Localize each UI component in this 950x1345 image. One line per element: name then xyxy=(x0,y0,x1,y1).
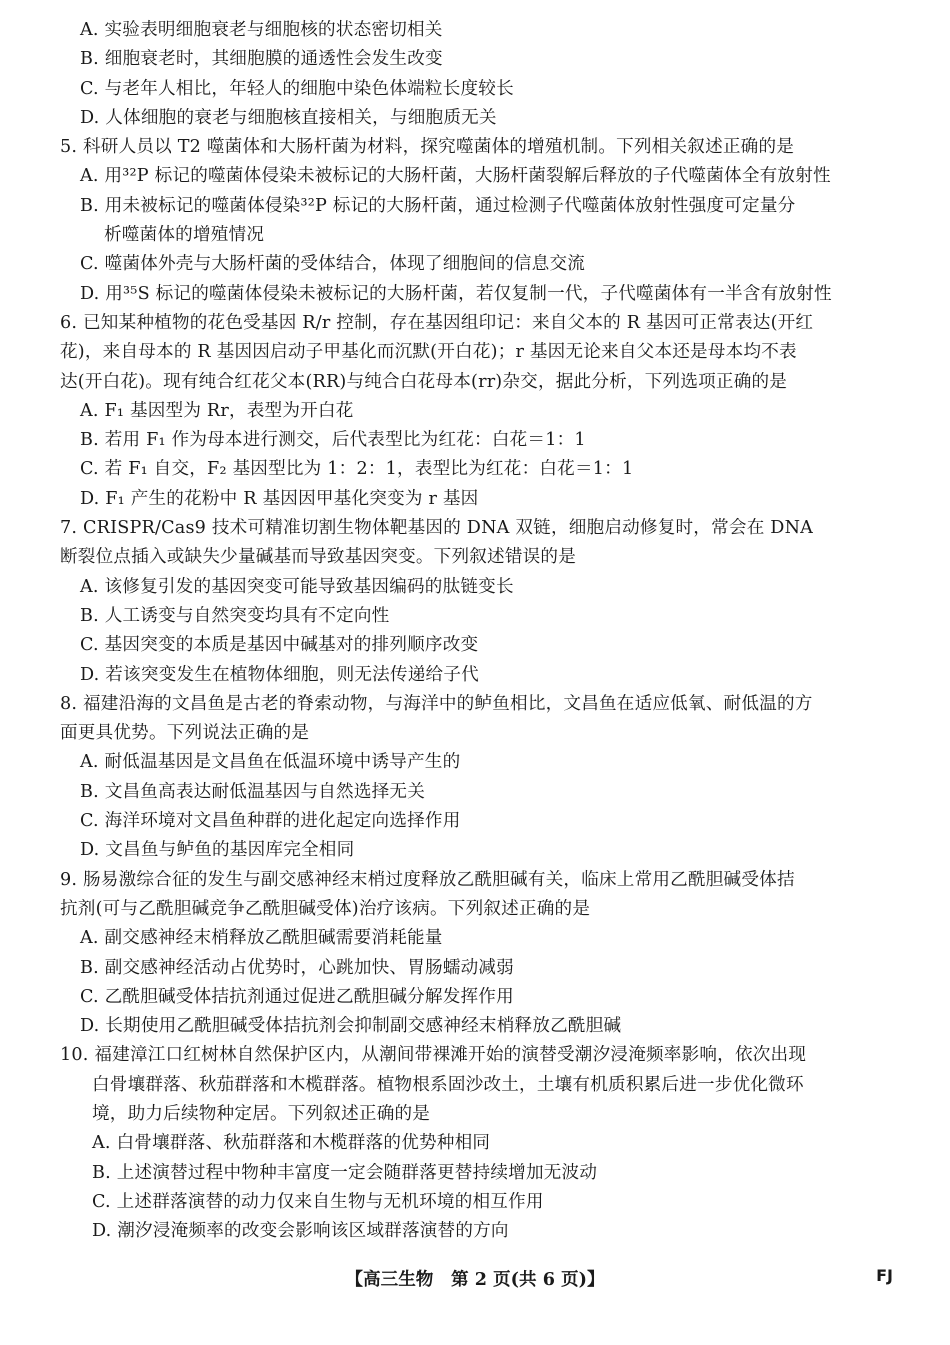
text-line: D. 人体细胞的衰老与细胞核直接相关，与细胞质无关 xyxy=(80,107,497,128)
text-line: 9. 肠易激综合征的发生与副交感神经末梢过度释放乙酰胆碱有关，临床上常用乙酰胆碱受体拮 xyxy=(60,869,795,890)
text-line: D. F₁ 产生的花粉中 R 基因因甲基化突变为 r 基因 xyxy=(80,488,479,509)
text-line: 7. CRISPR/Cas9 技术可精准切割生物体靶基因的 DNA 双链，细胞启动修复时，常会在 DNA xyxy=(60,518,814,539)
page-footer xyxy=(0,1266,950,1294)
text-line: 境，助力后续物种定居。下列叙述正确的是 xyxy=(92,1103,431,1124)
footer-region-code: FJ xyxy=(876,1266,893,1285)
text-line: C. 若 F₁ 自交，F₂ 基因型比为 1：2：1，表型比为红花：白花＝1：1 xyxy=(80,459,634,480)
text-line: 6. 已知某种植物的花色受基因 R/r 控制，存在基因组印记：来自父本的 R 基因可正常表达(开红 xyxy=(60,312,814,333)
text-line: 5. 科研人员以 T2 噬菌体和大肠杆菌为材料，探究噬菌体的增殖机制。下列相关叙述正确的是 xyxy=(60,137,795,158)
text-line: B. 人工诱变与自然突变均具有不定向性 xyxy=(80,605,390,626)
text-line: A. 耐低温基因是文昌鱼在低温环境中诱导产生的 xyxy=(80,752,461,773)
text-line: 花)，来自母本的 R 基因因启动子甲基化而沉默(开白花)；r 基因无论来自父本还是母本均不表 xyxy=(60,342,797,363)
text-line: C. 基因突变的本质是基因中碱基对的排列顺序改变 xyxy=(80,635,479,656)
text-line: 析噬菌体的增殖情况 xyxy=(104,225,265,246)
text-line: A. 副交感神经末梢释放乙酰胆碱需要消耗能量 xyxy=(80,928,443,949)
text-line: 达(开白花)。现有纯合红花父本(RR)与纯合白花母本(rr)杂交，据此分析，下列选项正确的是 xyxy=(60,371,788,392)
text-line: C. 与老年人相比，年轻人的细胞中染色体端粒长度较长 xyxy=(80,78,514,99)
text-line: 面更具优势。下列说法正确的是 xyxy=(60,723,310,744)
text-line: 抗剂(可与乙酰胆碱竞争乙酰胆碱受体)治疗该病。下列叙述正确的是 xyxy=(60,898,591,919)
text-line: B. 上述演替过程中物种丰富度一定会随群落更替持续增加无波动 xyxy=(92,1162,598,1183)
text-line: D. 文昌鱼与鲈鱼的基因库完全相同 xyxy=(80,840,355,861)
text-line: C. 海洋环境对文昌鱼种群的进化起定向选择作用 xyxy=(80,811,461,832)
text-line: A. 该修复引发的基因突变可能导致基因编码的肽链变长 xyxy=(80,576,514,597)
text-line: A. 实验表明细胞衰老与细胞核的状态密切相关 xyxy=(80,20,443,40)
text-line: D. 若该突变发生在植物体细胞，则无法传递给子代 xyxy=(80,664,479,685)
text-line: A. 用³²P 标记的噬菌体侵染未被标记的大肠杆菌，大肠杆菌裂解后释放的子代噬菌体全有放射性 xyxy=(80,166,831,187)
text-line: C. 乙酰胆碱受体拮抗剂通过促进乙酰胆碱分解发挥作用 xyxy=(80,986,514,1007)
text-line: A. 白骨壤群落、秋茄群落和木榄群落的优势种相同 xyxy=(92,1133,491,1154)
text-line: C. 噬菌体外壳与大肠杆菌的受体结合，体现了细胞间的信息交流 xyxy=(80,254,586,275)
text-line: B. 若用 F₁ 作为母本进行测交，后代表型比为红花：白花＝1：1 xyxy=(80,430,586,451)
question-content xyxy=(60,16,900,1246)
text-line: B. 细胞衰老时，其细胞膜的通透性会发生改变 xyxy=(80,49,443,70)
text-line: C. 上述群落演替的动力仅来自生物与无机环境的相互作用 xyxy=(92,1191,544,1212)
text-line: D. 潮汐浸淹频率的改变会影响该区域群落演替的方向 xyxy=(92,1221,509,1242)
footer-page-info: 【高三生物 第 2 页(共 6 页)】 xyxy=(345,1269,605,1290)
text-line: 白骨壤群落、秋茄群落和木榄群落。植物根系固沙改土，土壤有机质积累后进一步优化微环 xyxy=(92,1074,804,1095)
text-line: D. 长期使用乙酰胆碱受体拮抗剂会抑制副交感神经末梢释放乙酰胆碱 xyxy=(80,1016,622,1037)
text-line: B. 文昌鱼高表达耐低温基因与自然选择无关 xyxy=(80,781,426,802)
text-line: B. 副交感神经活动占优势时，心跳加快、胃肠蠕动减弱 xyxy=(80,957,514,978)
text-line: B. 用未被标记的噬菌体侵染³²P 标记的大肠杆菌，通过检测子代噬菌体放射性强度可定量分 xyxy=(80,195,796,216)
text-line: D. 用³⁵S 标记的噬菌体侵染未被标记的大肠杆菌，若仅复制一代，子代噬菌体有一半含有放射性 xyxy=(80,283,832,304)
text-line: A. F₁ 基因型为 Rr，表型为开白花 xyxy=(80,400,354,421)
text-line: 8. 福建沿海的文昌鱼是古老的脊索动物，与海洋中的鲈鱼相比，文昌鱼在适应低氧、耐低温的方 xyxy=(60,693,813,714)
text-line: 断裂位点插入或缺失少量碱基而导致基因突变。下列叙述错误的是 xyxy=(60,547,577,568)
text-line: 10. 福建漳江口红树林自然保护区内，从潮间带裸滩开始的演替受潮汐浸淹频率影响，依次出现 xyxy=(60,1045,807,1066)
